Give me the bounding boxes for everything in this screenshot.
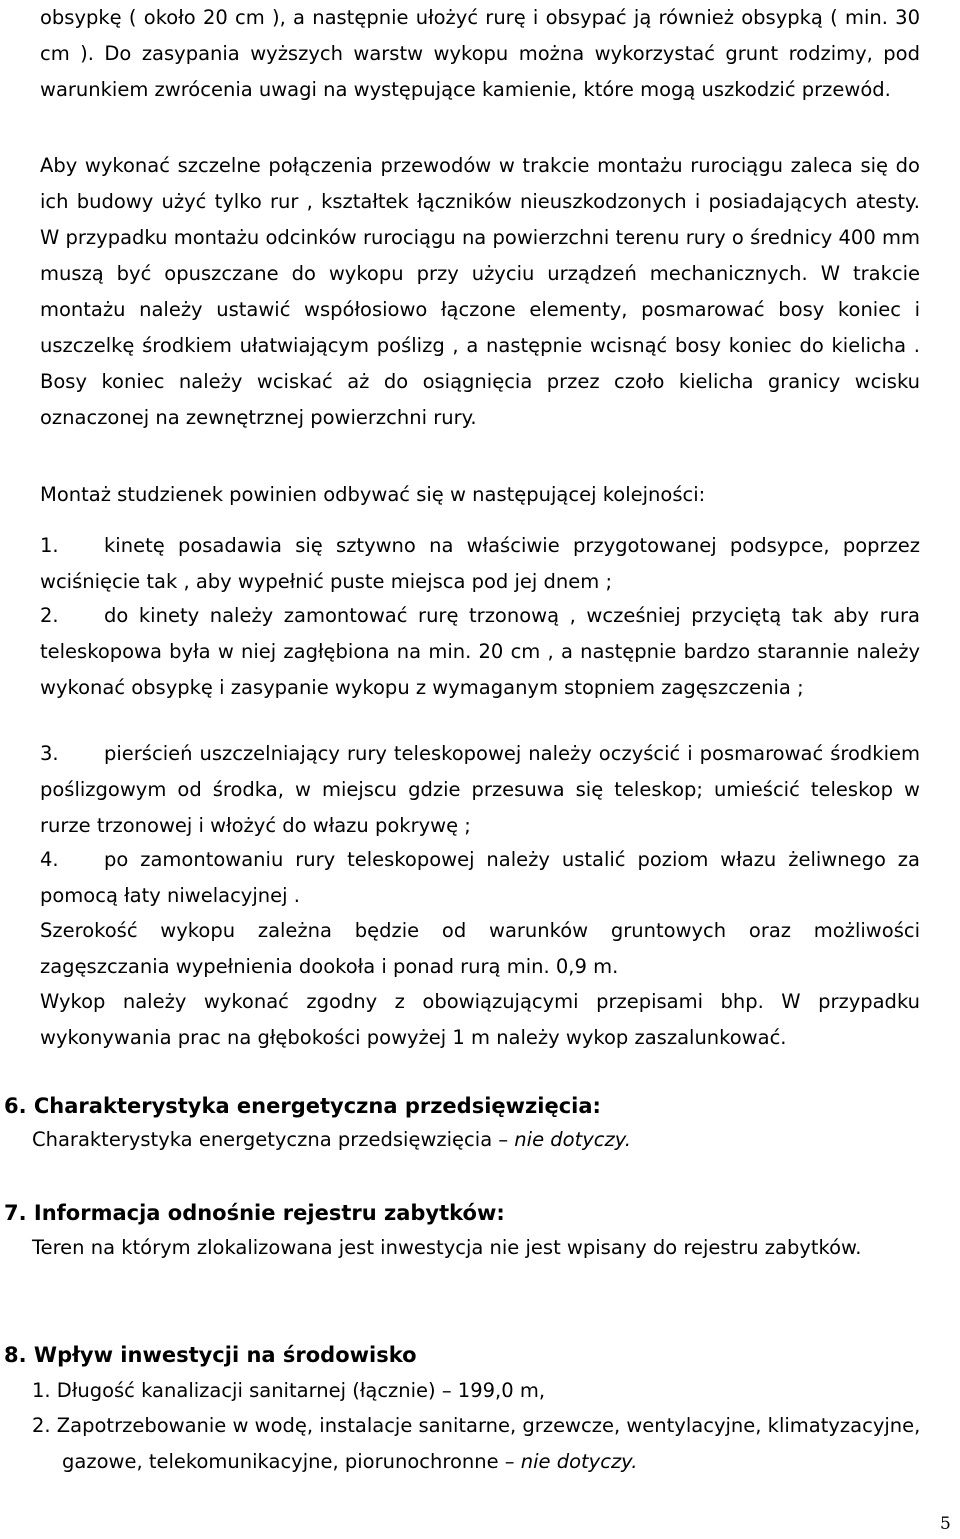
step-text: kinetę posadawia się sztywno na właściwie przygotowanej podsypce, poprzez wciśnięcie tak , aby wypełnić puste miejsca pod jej dnem ; <box>40 534 920 593</box>
page-number: 5 <box>940 1514 951 1534</box>
section-7-body-text: Teren na którym zlokalizowana jest inwestycja nie jest wpisany do rejestru zabytków. <box>32 1236 862 1259</box>
section-7-body <box>32 1230 912 1266</box>
paragraph-bhp <box>40 984 920 1056</box>
section-6-body <box>32 1122 912 1158</box>
paragraph-montaz <box>40 148 920 436</box>
step-3 <box>40 736 920 844</box>
step-1 <box>40 528 920 600</box>
studzienki-intro <box>40 477 920 513</box>
step-2 <box>40 598 920 706</box>
item-text: 2. Zapotrzebowanie w wodę, instalacje sanitarne, grzewcze, wentylacyjne, klimatyzacyjne, gazowe, telekomunikacyjne, piorunochronne – <box>32 1414 921 1473</box>
step-text: pierścień uszczelniający rury teleskopowej należy oczyścić i posmarować środkiem poślizgowym od środka, w miejscu gdzie przesuwa się teleskop; umieścić teleskop w rurze trzonowej i włożyć do włazu pokrywę ; <box>40 742 920 837</box>
section-8-item-1 <box>32 1373 912 1409</box>
item-text: 1. Długość kanalizacji sanitarnej (łącznie) – 199,0 m, <box>32 1379 546 1402</box>
step-text: do kinety należy zamontować rurę trzonową , wcześniej przyciętą tak aby rura teleskopowa była w niej zagłębiona na min. 20 cm , a następnie bardzo starannie należy wykonać obsypkę i zasypanie wykopu z wymaganym stopniem zagęszczenia ; <box>40 604 920 699</box>
continuation-text: obsypkę ( około 20 cm ), a następnie ułożyć rurę i obsypać ją również obsypką ( min. 30 cm ). Do zasypania wyższych warstw wykopu można wykorzystać grunt rodzimy, pod warunkiem zwrócenia uwagi na występujące kamienie, które mogą uszkodzić przewód. <box>40 6 920 101</box>
nie-dotyczy-label: nie dotyczy. <box>514 1128 631 1151</box>
section-7-heading: 7. Informacja odnośnie rejestru zabytków: <box>4 1201 505 1225</box>
paragraph-szerokosc <box>40 913 920 985</box>
paragraph-continuation <box>40 0 920 108</box>
bhp-text: Wykop należy wykonać zgodny z obowiązującymi przepisami bhp. W przypadku wykonywania prac na głębokości powyżej 1 m należy wykop zaszalunkować. <box>40 990 920 1049</box>
step-number: 4. <box>40 848 59 871</box>
szerokosc-text: Szerokość wykopu zależna będzie od warunków gruntowych oraz możliwości zagęszczania wypełnienia dookoła i ponad rurą min. 0,9 m. <box>40 919 920 978</box>
step-number: 1. <box>40 534 59 557</box>
step-number: 3. <box>40 742 59 765</box>
step-text: po zamontowaniu rury teleskopowej należy ustalić poziom włazu żeliwnego za pomocą łaty niwelacyjnej . <box>40 848 920 907</box>
nie-dotyczy-label: nie dotyczy. <box>520 1450 638 1473</box>
section-6-heading: 6. Charakterystyka energetyczna przedsięwzięcia: <box>4 1094 601 1118</box>
section-6-body-text: Charakterystyka energetyczna przedsięwzięcia – <box>32 1128 515 1151</box>
section-8-item-2 <box>32 1408 942 1480</box>
studzienki-intro-text: Montaż studzienek powinien odbywać się w następującej kolejności: <box>40 483 706 506</box>
step-number: 2. <box>40 604 59 627</box>
section-8-heading: 8. Wpływ inwestycji na środowisko <box>4 1343 417 1367</box>
montaz-text: Aby wykonać szczelne połączenia przewodów w trakcie montażu rurociągu zaleca się do ich budowy użyć tylko rur , kształtek łączników nieuszkodzonych i posiadających atesty. W przypadku montażu odcinków rurociągu na powierzchni terenu rury o średnicy 400 mm muszą być opuszczane do wykopu przy użyciu urządzeń mechanicznych. W trakcie montażu należy ustawić współosiowo łączone elementy, posmarować bosy koniec i uszczelkę środkiem ułatwiającym poślizg , a następnie wcisnąć bosy koniec do kielicha . Bosy koniec należy wciskać aż do osiągnięcia przez czoło kielicha granicy wcisku oznaczonej na zewnętrznej powierzchni rury. <box>40 154 920 429</box>
step-4 <box>40 842 920 914</box>
